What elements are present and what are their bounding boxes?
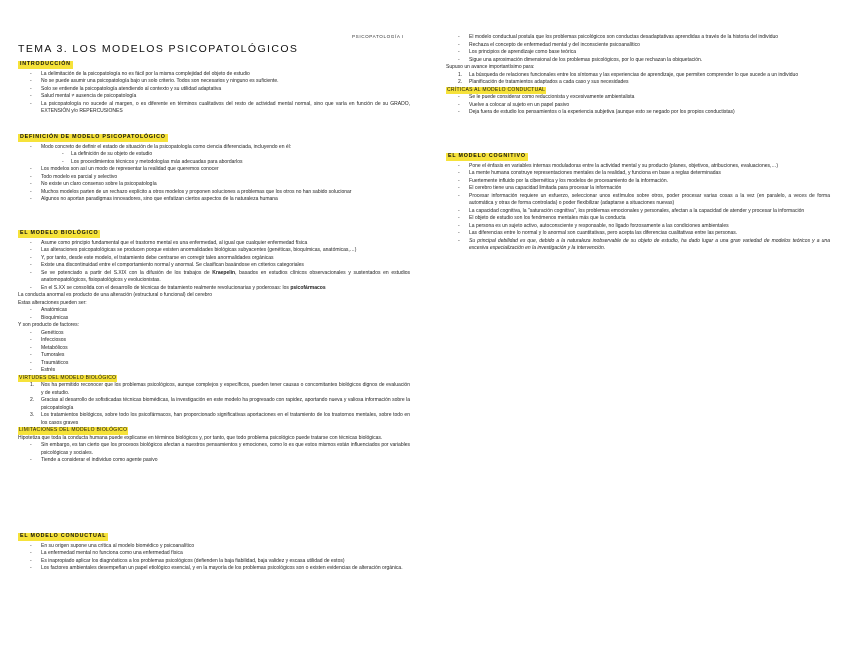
definition-sublist [18,151,410,166]
list-item: 2. Planificación de tratamientos adaptados a cada caso y sus necesidades [458,79,629,85]
list-item: - Sin embargo, es tan cierto que los procesos biológicos afectan a nuestros pensamientos y emociones, como lo es que estos mismos están influenciados por variables psicológicas y sociales. [18,442,410,457]
list-item: - Solo se entiende la psicopatología atendiendo al contexto y su utilidad adaptativa [18,86,410,94]
list-item: - Salud mental ≠ ausencia de psicopatología [18,93,410,101]
intro-list [18,71,410,116]
behavioral-list-2 [446,34,830,64]
list-item: - Tumorales [18,352,410,360]
list-item: - Se le puede considerar como reduccionista y excesivamente ambientalista [446,94,830,102]
bio-section [18,230,410,465]
bio-list [18,240,410,293]
list-item: - Pone el énfasis en variables internas moduladoras entre la actividad mental y su producto (planes, objetivos, atribuciones, evaluaciones,…) [446,163,830,171]
list-item: - Modo concreto de definir el estado de situación de la psicopatología como ciencia diferenciada, incluyendo en él: [18,144,410,152]
list-item: - No existe un claro consenso sobre la psicopatología [18,181,410,189]
list-item: - Los factores ambientales desempeñan un papel etiológico esencial, y en la mayoría de los problemas psicológicos son o existen evidencias de alteración orgánica. [18,565,410,573]
behavioral-list [18,543,410,573]
behavioral-heading: EL MODELO CONDUCTUAL [20,533,107,539]
definition-list-2 [18,166,410,204]
advance-intro: Supuso un avance importantísimo para: [446,64,535,70]
list-item: - La psicopatología no sucede al margen, o es diferente en términos cualitativos del resto de actividad mental normal, sino que varía en función de su GRADO, EXTENSIÓN y/o REPERCUSIONES [18,101,410,116]
list-item: - Deja fuera de estudio los pensamientos o la experiencia subjetiva (aunque esto se negado por los propios conductistas) [446,109,830,117]
definition-list [18,144,410,152]
list-item: - La capacidad cognitiva, la "saturación cognitiva", los problemas emocionales y personales, afectan a la capacidad de atender y procesar la información [446,208,830,216]
list-item: - Fuertemente influido por la cibernética y los modelos de procesamiento de la información. [446,178,830,186]
list-item: - Es inapropiado aplicar los diagnósticos a los problemas psicológicos (defienden la baja fiabilidad, baja validez y escasa utilidad de estos) [18,558,410,566]
list-item: - Su principal debilidad es que, debido a la naturaleza inobservable de su objeto de estudio, ha dado lugar a una gran variedad de modelos teóricos y a una excesiva especialización en la investigación y la intervención. [446,238,830,253]
list-item: - En su origen supone una crítica al modelo biomédico y psicoanalítico [18,543,410,551]
list-item: - Vuelve a colocar al sujeto en un papel pasivo [446,102,830,110]
bio-heading: EL MODELO BIOLÓGICO [20,230,99,236]
list-item: 3. Los tratamientos biológicos, sobre todo los psicofármacos, han proporcionado significativas aportaciones en el tratamiento de los trastornos mentales, sobre todo en los casos graves [30,412,410,426]
bio-line-c: Y son producto de factores: [18,322,80,329]
list-item: - Se ve potenciado a partir del S.XIX con la difusión de los trabajos de Kraepelin, basados en estudios clínicos observacionales y sustentados en estudios anatomopatológicos, fisiopatológicos y evolucionistas. [18,270,410,285]
list-item: - En el S.XX se consolida con el desarrollo de técnicas de tratamiento realmente revolucionarias y poderosas: los psicofármacos [18,285,410,293]
critics-list [446,94,830,117]
bio-line-a: La conducta anormal es producto de una alteración (estructural o funcional) del cerebro [18,292,213,299]
behavioral-continued [446,34,830,117]
subject-header: PSICOPATOLOGÍA I [352,34,404,39]
list-item: 2. Gracias al desarrollo de sofisticadas técnicas biomédicas, la investigación en este modelo ha progresado con rapidez, aportando nueva y valiosa información sobre la psicopatología [30,397,410,411]
definition-section [18,134,410,204]
definition-heading: DEFINICIÓN DE MODELO PSICOPATOLÓGICO [20,134,166,140]
virtues-list [18,382,410,427]
list-item: - El modelo conductual postula que los problemas psicológicos son conductas desadaptativas aprendidas a través de la historia del individuo [446,34,830,42]
bold-term: psicofármacos [290,284,326,291]
page-title: TEMA 3. LOS MODELOS PSICOPATOLÓGICOS [18,43,299,55]
list-item: - Procesar información requiere un esfuerzo, seleccionar unos estímulos sobre otros, poder procesar varias cosas a la vez (en paralelo, a veces de forma automática y otras de forma controlada) o poder flexibilizar (adaptarse a situaciones nuevas) [446,193,830,208]
list-item: - Sigue una aproximación dimensional de los problemas psicológicos, por lo que rechazan la obiquetación. [446,57,830,65]
list-item: - Los procedimientos técnicos y metodologías más adecuadas para abordarlos [18,159,410,167]
list-item: - La enfermedad mental no funciona como una enfermedad física [18,550,410,558]
list-item: - Traumáticos [18,360,410,368]
list-item: - El objeto de estudio son los fenómenos mentales más que la conducta [446,215,830,223]
list-item: - Existe una discontinuidad entre el comportamiento normal y anormal. Se clasifican basándose en criterios categoriales [18,262,410,270]
list-item: - El cerebro tiene una capacidad limitada para procesar la información [446,185,830,193]
behavioral-section [18,533,410,573]
list-item: - La definición de su objeto de estudio [18,151,410,159]
list-item: - La mente humana construye representaciones mentales de la realidad, y funciona en base a reglas determinadas [446,170,830,178]
list-item: - Infecciosos [18,337,410,345]
limits-list [18,442,410,465]
bio-line-b: Estas alteraciones pueden ser: [18,299,87,306]
bold-term: Kraepelin [212,269,236,276]
cognitive-heading: EL MODELO COGNITIVO [448,153,526,159]
list-item: 1. Nos ha permitido reconocer que los problemas psicológicos, aunque complejos y específicos, pueden tener causas o concomitantes biológicos dignos de evaluación y de estudio. [30,382,410,396]
left-column [18,0,410,655]
list-item: - Bioquímicas [18,315,410,323]
list-item: - Asume como principio fundamental que el trastorno mental es una enfermedad, al igual que cualquier enfermedad física [18,240,410,248]
list-item: - No se puede asumir una psicopatología bajo un solo criterio. Todos son necesarios y ninguno es suficiente. [18,78,410,86]
right-column [446,0,830,655]
list-item: - La persona es un sujeto activo, autoconsciente y responsable, no ligado forzosamente a las condiciones ambientales [446,223,830,231]
advances-list [446,72,830,87]
critics-heading: CRÍTICAS AL MODELO CONDUCTUAL [447,86,546,93]
cognitive-section [446,153,830,253]
limits-heading: LIMITACIONES DEL MODELO BIOLÓGICO [19,427,128,434]
list-item: - Muchos modelos parten de un rechazo explícito a otros modelos y proponen soluciones a problemas que los otros no han sabido solucionar [18,189,410,197]
list-item: - Los principios de aprendizaje como base teórica [446,49,830,57]
list-item: - Estrés [18,367,410,375]
intro-heading: INTRODUCCIÓN [20,61,71,67]
list-item: - Y, por tanto, desde este modelo, el tratamiento debe centrarse en corregir tales anormalidades orgánicas [18,255,410,263]
limits-intro: Hipotetiza que toda la conducta humana puede explicarse en términos biológicos y, por tanto, que todo problema psicológico puede tratarse con técnicas biológicas. [18,434,383,441]
alteration-list [18,307,410,322]
intro-section [18,61,410,116]
cognitive-list [446,163,830,253]
list-item: - Tiende a considerar el individuo como agente pasivo [18,457,410,465]
list-item: - Los modelos son así un modo de representar la realidad que queremos conocer [18,166,410,174]
virtues-heading: VIRTUDES DEL MODELO BIOLÓGICO [19,374,117,381]
list-item: - Anatómicas [18,307,410,315]
list-item: - Metabólicos [18,345,410,353]
list-item: 1. La búsqueda de relaciones funcionales entre los síntomas y las experiencias de aprendizaje, que permiten comprender lo que sucede a un individuo [458,71,799,78]
list-item: - Algunos no aportan paradigmas innovadores, sino que enfatizan ciertos aspectos de la naturaleza humana [18,196,410,204]
factor-list [18,330,410,375]
list-item: - Genéticos [18,330,410,338]
list-item: - Las alteraciones psicopatológicas se producen porque existen anormalidades biológicas subyacentes (genéticas, bioquímicas, anatómicas,…) [18,247,410,255]
list-item: - Las diferencias entre lo normal y lo anormal son cuantitativas, pero acepta las diferencias cualitativas entre las personas. [446,230,830,238]
list-item: - Rechaza el concepto de enfermedad mental y del inconsciente psicoanalítico [446,42,830,50]
list-item: - Todo modelo es parcial y selectivo [18,174,410,182]
list-item: - La delimitación de la psicopatología no es fácil por la misma complejidad del objeto de estudio [18,71,410,79]
